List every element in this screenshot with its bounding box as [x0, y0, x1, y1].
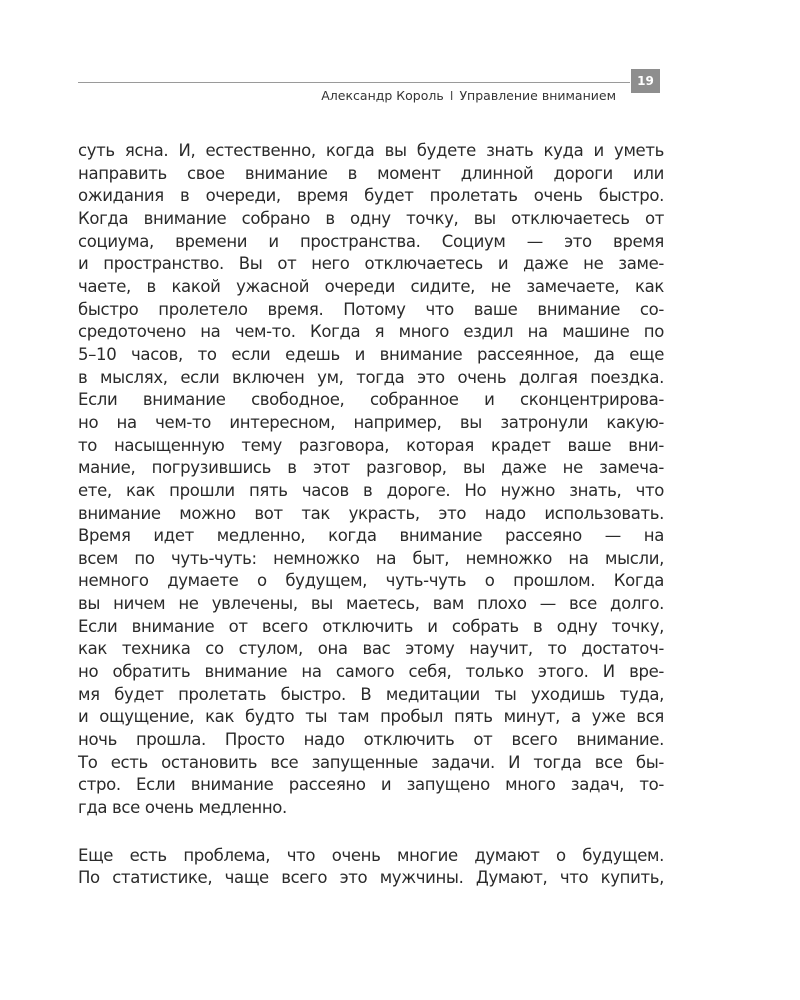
text-line: стро. Если внимание рассеяно и запущено много задач, то-: [78, 775, 664, 795]
text-line: ожидания в очереди, время будет пролетать очень быстро.: [78, 186, 664, 206]
text-line: и ощущение, как будто ты там пробыл пять минут, а уже вся: [78, 707, 664, 727]
text-line: мание, погрузившись в этот разговор, вы даже не замеча-: [78, 458, 664, 478]
text-line: 5–10 часов, то если едешь и внимание рассеянное, да еще: [78, 344, 664, 364]
paragraph: [78, 140, 664, 820]
text-line: чаете, в какой ужасной очереди сидите, не замечаете, как: [78, 276, 664, 296]
text-line: То есть остановить все запущенные задачи. И тогда все бы-: [78, 752, 664, 772]
header-rule: [78, 82, 630, 83]
paragraph: [78, 845, 664, 890]
text-line: средоточено на чем-то. Когда я много ездил на машине по: [78, 322, 664, 342]
text-line: мя будет пролетать быстро. В медитации ты уходишь туда,: [78, 684, 664, 704]
text-line: и пространство. Вы от него отключаетесь и даже не заме-: [78, 254, 664, 274]
body-text: [78, 140, 664, 890]
text-line: По статистике, чаще всего это мужчины. Думают, что купить,: [78, 868, 664, 888]
text-line: Когда внимание собрано в одну точку, вы отключаетесь от: [78, 208, 664, 228]
text-line: но на чем-то интересном, например, вы затронули какую-: [78, 412, 664, 432]
text-line: внимание можно вот так украсть, это надо использовать.: [78, 503, 664, 523]
text-line: социума, времени и пространства. Социум — это время: [78, 231, 664, 251]
text-line: Если внимание от всего отключить и собрать в одну точку,: [78, 616, 664, 636]
text-line: гда все очень медленно.: [78, 798, 287, 818]
text-line: Время идет медленно, когда внимание рассеяно — на: [78, 526, 664, 546]
running-head: [78, 88, 616, 103]
text-line: вы ничем не увлечены, вы маетесь, вам плохо — все долго.: [78, 594, 664, 614]
text-line: ночь прошла. Просто надо отключить от всего внимание.: [78, 730, 664, 750]
paragraph-gap: [78, 820, 664, 845]
author-name: Александр Король: [321, 88, 444, 103]
text-line: то насыщенную тему разговора, которая крадет ваше вни-: [78, 435, 664, 455]
text-line: ете, как прошли пять часов в дороге. Но нужно знать, что: [78, 480, 664, 500]
text-line: Еще есть проблема, что очень многие думают о будущем.: [78, 845, 664, 865]
header-separator: I: [449, 88, 454, 103]
text-line: направить свое внимание в момент длинной дороги или: [78, 163, 664, 183]
text-line: как техника со стулом, она вас этому научит, то достаточ-: [78, 639, 664, 659]
text-line: Если внимание свободное, собранное и сконцентрирова-: [78, 390, 664, 410]
text-line: всем по чуть-чуть: немножко на быт, немножко на мысли,: [78, 548, 664, 568]
text-line: суть ясна. И, естественно, когда вы будете знать куда и уметь: [78, 141, 664, 160]
text-line: быстро пролетело время. Потому что ваше внимание со-: [78, 299, 664, 319]
book-title: Управление вниманием: [459, 88, 616, 103]
text-line: но обратить внимание на самого себя, только этого. И вре-: [78, 662, 664, 682]
text-line: немного думаете о будущем, чуть-чуть о прошлом. Когда: [78, 571, 664, 591]
page-number: 19: [631, 69, 660, 93]
text-line: в мыслях, если включен ум, тогда это очень долгая поездка.: [78, 367, 664, 387]
